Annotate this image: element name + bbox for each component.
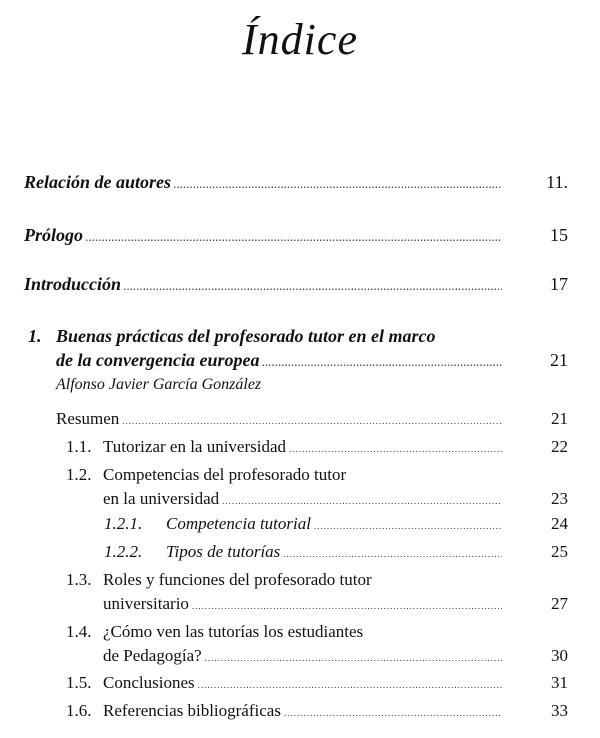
section-page: 27 (551, 594, 568, 613)
toc-section-1-3[interactable] (0, 570, 600, 618)
section-label-line1: ¿Cómo ven las tutorías los estudiantes (103, 622, 364, 641)
toc-subsection-1-2-2[interactable] (0, 542, 600, 566)
section-number: 1.2. (66, 465, 92, 484)
section-number: 1.3. (66, 570, 92, 589)
toc-subsection-1-2-1[interactable] (0, 514, 600, 538)
toc-entry-introduction[interactable] (0, 274, 600, 300)
entry-label: Prólogo (24, 225, 84, 245)
section-page: 22 (551, 437, 568, 456)
chapter-title-line2: de la convergencia europea (56, 350, 260, 370)
entry-page: 15 (550, 225, 568, 245)
section-label-line1: Competencias del profesorado tutor (103, 465, 347, 484)
section-label: Resumen (56, 409, 120, 428)
entry-label: Introducción (24, 274, 122, 294)
dot-leader (289, 444, 502, 454)
subsection-label: Tipos de tutorías (166, 542, 281, 561)
toc-entry-authors[interactable] (0, 172, 600, 198)
subsection-number: 1.2.2. (104, 542, 143, 561)
toc-section-1-1[interactable] (0, 437, 600, 461)
entry-page: 17 (550, 274, 568, 294)
subsection-label: Competencia tutorial (166, 514, 311, 533)
section-label: Conclusiones (103, 673, 195, 692)
entry-label: Relación de autores (24, 172, 171, 192)
dot-leader (284, 708, 502, 718)
dot-leader (262, 358, 502, 368)
entry-page: 11. (546, 172, 568, 192)
dot-leader (122, 416, 502, 426)
dot-leader (124, 282, 502, 292)
section-label-line2: de Pedagogía? (103, 646, 202, 665)
toc-section-1-4[interactable] (0, 622, 600, 670)
toc-section-1-2[interactable] (0, 465, 600, 513)
dot-leader (174, 180, 502, 190)
dot-leader (205, 653, 502, 663)
section-label-line2: en la universidad (103, 489, 220, 508)
page-title: Índice (242, 15, 358, 64)
dot-leader (198, 680, 502, 690)
dot-leader (222, 496, 502, 506)
chapter-author: Alfonso Javier García González (56, 376, 262, 393)
toc-section-1-5[interactable] (0, 673, 600, 697)
section-label-line2: universitario (103, 594, 189, 613)
chapter-page: 21 (550, 350, 568, 370)
section-page: 33 (551, 701, 568, 720)
section-page: 21 (551, 409, 568, 428)
section-number: 1.1. (66, 437, 92, 456)
toc-section-1-6[interactable] (0, 701, 600, 725)
section-label: Referencias bibliográficas (103, 701, 281, 720)
toc-entry-prologue[interactable] (0, 225, 600, 251)
section-label-line1: Roles y funciones del profesorado tutor (103, 570, 372, 589)
subsection-page: 25 (551, 542, 568, 561)
dot-leader (86, 233, 502, 243)
section-number: 1.5. (66, 673, 92, 692)
toc-section-resumen[interactable] (0, 409, 600, 433)
section-page: 31 (551, 673, 568, 692)
subsection-page: 24 (551, 514, 568, 533)
dot-leader (192, 601, 502, 611)
dot-leader (283, 549, 502, 559)
section-page: 23 (551, 489, 568, 508)
chapter-title-line1: Buenas prácticas del profesorado tutor en el marco (56, 326, 436, 346)
section-number: 1.6. (66, 701, 92, 720)
section-label: Tutorizar en la universidad (103, 437, 287, 456)
chapter-number: 1. (28, 326, 42, 346)
section-page: 30 (551, 646, 568, 665)
subsection-number: 1.2.1. (104, 514, 143, 533)
toc-chapter-1[interactable] (0, 326, 600, 398)
dot-leader (314, 521, 502, 531)
section-number: 1.4. (66, 622, 92, 641)
